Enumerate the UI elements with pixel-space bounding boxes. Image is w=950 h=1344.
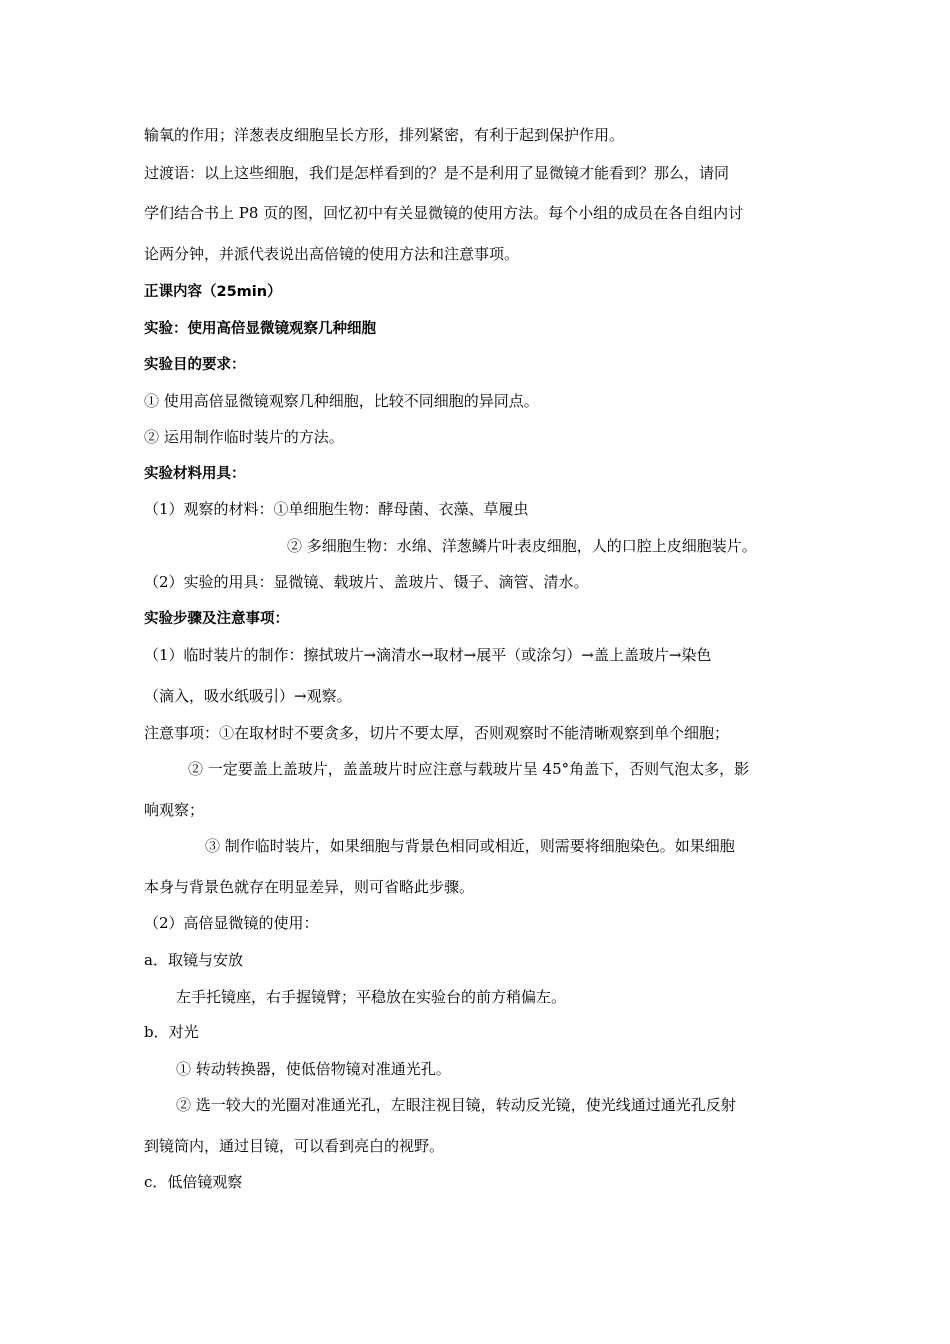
section-heading: 实验材料用具： (144, 466, 246, 482)
list-item: a．取镜与安放 (144, 951, 243, 969)
list-item: （1）临时装片的制作：擦拭玻片→滴清水→取材→展平（或涂匀）→盖上盖玻片→染色 (144, 646, 712, 664)
paragraph-line: 过渡语：以上这些细胞，我们是怎样看到的？是不是利用了显微镜才能看到？那么，请同 (144, 164, 730, 182)
paragraph-line: 论两分钟，并派代表说出高倍镜的使用方法和注意事项。 (144, 245, 520, 263)
list-item: ② 多细胞生物：水绵、洋葱鳞片叶表皮细胞，人的口腔上皮细胞装片。 (287, 537, 757, 555)
paragraph-line: 左手托镜座，右手握镜臂；平稳放在实验台的前方稍偏左。 (176, 988, 567, 1006)
paragraph-line: 到镜筒内，通过目镜，可以看到亮白的视野。 (144, 1137, 445, 1155)
list-item: ② 运用制作临时装片的方法。 (144, 428, 344, 446)
paragraph-line: 输氧的作用；洋葱表皮细胞呈长方形，排列紧密，有利于起到保护作用。 (144, 126, 625, 144)
list-item: （1）观察的材料：①单细胞生物：酵母菌、衣藻、草履虫 (144, 500, 529, 518)
paragraph-line: （滴入，吸水纸吸引）→观察。 (144, 687, 352, 705)
experiment-title: 实验：使用高倍显微镜观察几种细胞 (144, 321, 376, 337)
list-item: ② 选一较大的光圈对准通光孔，左眼注视目镜，转动反光镜，使光线通过通光孔反射 (176, 1096, 736, 1114)
list-item: ① 使用高倍显微镜观察几种细胞，比较不同细胞的异同点。 (144, 392, 539, 410)
list-item: （2）实验的用具：显微镜、载玻片、盖玻片、镊子、滴管、清水。 (144, 573, 589, 591)
note-line: ③ 制作临时装片，如果细胞与背景色相同或相近，则需要将细胞染色。如果细胞 (205, 837, 735, 855)
note-line: ② 一定要盖上盖玻片，盖盖玻片时应注意与载玻片呈 45°角盖下，否则气泡太多，影 (188, 760, 750, 778)
list-item: ① 转动转换器，使低倍物镜对准通光孔。 (176, 1060, 451, 1078)
paragraph-line: 学们结合书上 P8 页的图，回忆初中有关显微镜的使用方法。每个小组的成员在各自组内讨 (144, 204, 744, 222)
section-heading: 实验步骤及注意事项： (144, 611, 289, 627)
section-heading: 实验目的要求： (144, 357, 246, 373)
list-item: （2）高倍显微镜的使用： (144, 914, 319, 932)
paragraph-line: 响观察； (144, 801, 205, 819)
list-item: b．对光 (144, 1023, 199, 1041)
section-heading: 正课内容（25min） (144, 284, 282, 300)
paragraph-line: 本身与背景色就存在明显差异，则可省略此步骤。 (144, 878, 475, 896)
list-item: c．低倍镜观察 (144, 1173, 243, 1191)
note-line: 注意事项：①在取材时不要贪多，切片不要太厚，否则观察时不能清晰观察到单个细胞； (144, 724, 730, 742)
